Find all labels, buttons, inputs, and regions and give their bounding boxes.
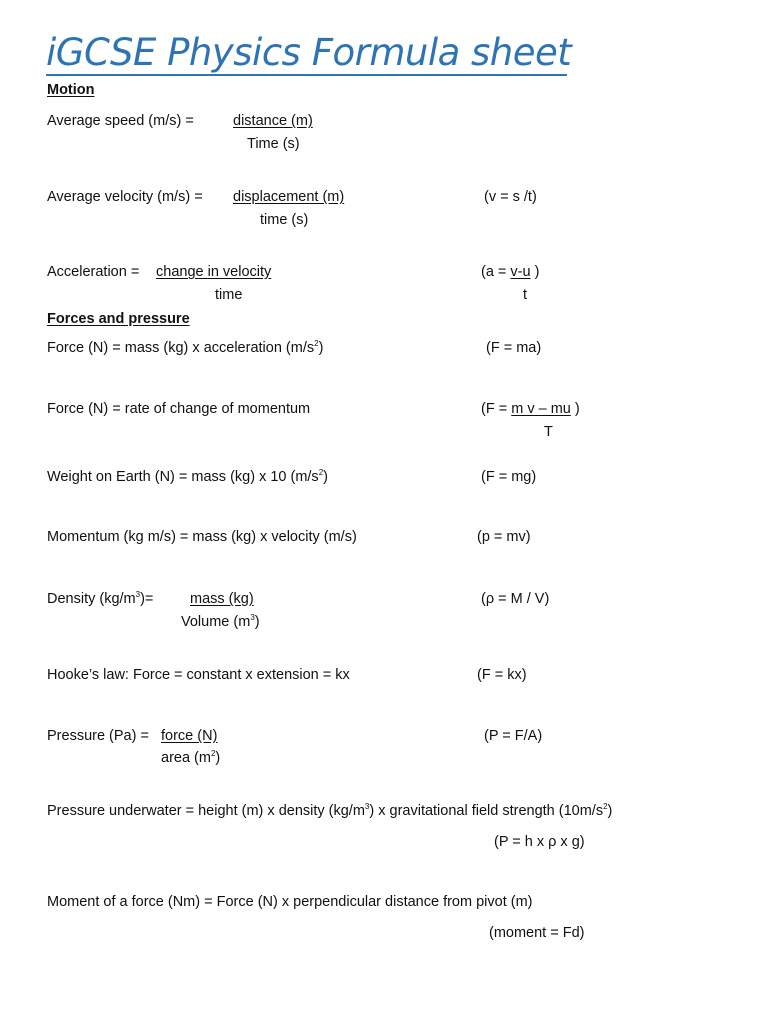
density-symbolic: (ρ = M / V) — [481, 591, 550, 607]
momentum-formula: Momentum (kg m/s) = mass (kg) x velocity (m/s) — [47, 529, 357, 545]
weight-formula: Weight on Earth (N) = mass (kg) x 10 $(m/s^2)$ — [47, 468, 328, 485]
speed-denominator: Time (s) — [247, 136, 300, 152]
pressure-symbolic: (P = F/A) — [484, 728, 543, 744]
acceleration-numerator: change in velocity — [156, 264, 272, 280]
page-title: iGCSE Physics Formula sheet — [46, 31, 572, 74]
pressure-denominator: area $(m^2)$ — [161, 749, 221, 766]
hookes-law-formula: Hooke’s law: Force = constant x extension = kx — [47, 667, 350, 683]
acceleration-label: Acceleration = — [47, 264, 140, 280]
underwater-pressure-formula: Pressure underwater = height (m) x density $(kg/m^3)$ x gravitational field strength $(10m/s^2)$ — [47, 802, 613, 819]
density-label: Density $(kg/m^3)=$ — [47, 590, 154, 607]
section-heading-forces: Forces and pressure — [47, 311, 190, 327]
hookes-law-symbolic: (F = kx) — [477, 667, 527, 683]
velocity-symbolic: (v = s /t) — [484, 189, 537, 205]
underwater-pressure-symbolic: (P = h x ρ x g) — [494, 834, 585, 850]
moment-symbolic: (moment = Fd) — [489, 925, 585, 941]
density-numerator: mass (kg) — [190, 591, 254, 607]
pressure-numerator: force (N) — [161, 728, 218, 744]
force-momentum-symbolic: (F = m v – mu ) — [481, 401, 580, 417]
force-ma-symbolic: (F = ma) — [486, 340, 542, 356]
force-momentum-label: Force (N) = rate of change of momentum — [47, 401, 311, 417]
velocity-label: Average velocity (m/s) = — [47, 189, 203, 205]
acceleration-symbolic-denominator: t — [523, 287, 528, 303]
moment-formula: Moment of a force (Nm) = Force (N) x perpendicular distance from pivot (m) — [47, 894, 533, 910]
velocity-denominator: time (s) — [260, 212, 309, 228]
speed-label: Average speed (m/s) = — [47, 113, 194, 129]
acceleration-denominator: time — [215, 287, 243, 303]
momentum-symbolic: (p = mv) — [477, 529, 531, 545]
velocity-numerator: displacement (m) — [233, 189, 345, 205]
pressure-label: Pressure (Pa) = — [47, 728, 149, 744]
density-denominator: Volume $(m^3)$ — [181, 613, 260, 630]
force-momentum-symbolic-denominator: T — [544, 424, 553, 440]
title-underline — [46, 74, 567, 76]
weight-symbolic: (F = mg) — [481, 469, 537, 485]
acceleration-symbolic: (a = v-u ) — [481, 264, 540, 280]
section-heading-motion: Motion — [47, 82, 95, 98]
speed-numerator: distance (m) — [233, 113, 313, 129]
force-ma-formula: Force (N) = mass (kg) x acceleration $(m/s^2)$ — [47, 339, 324, 356]
